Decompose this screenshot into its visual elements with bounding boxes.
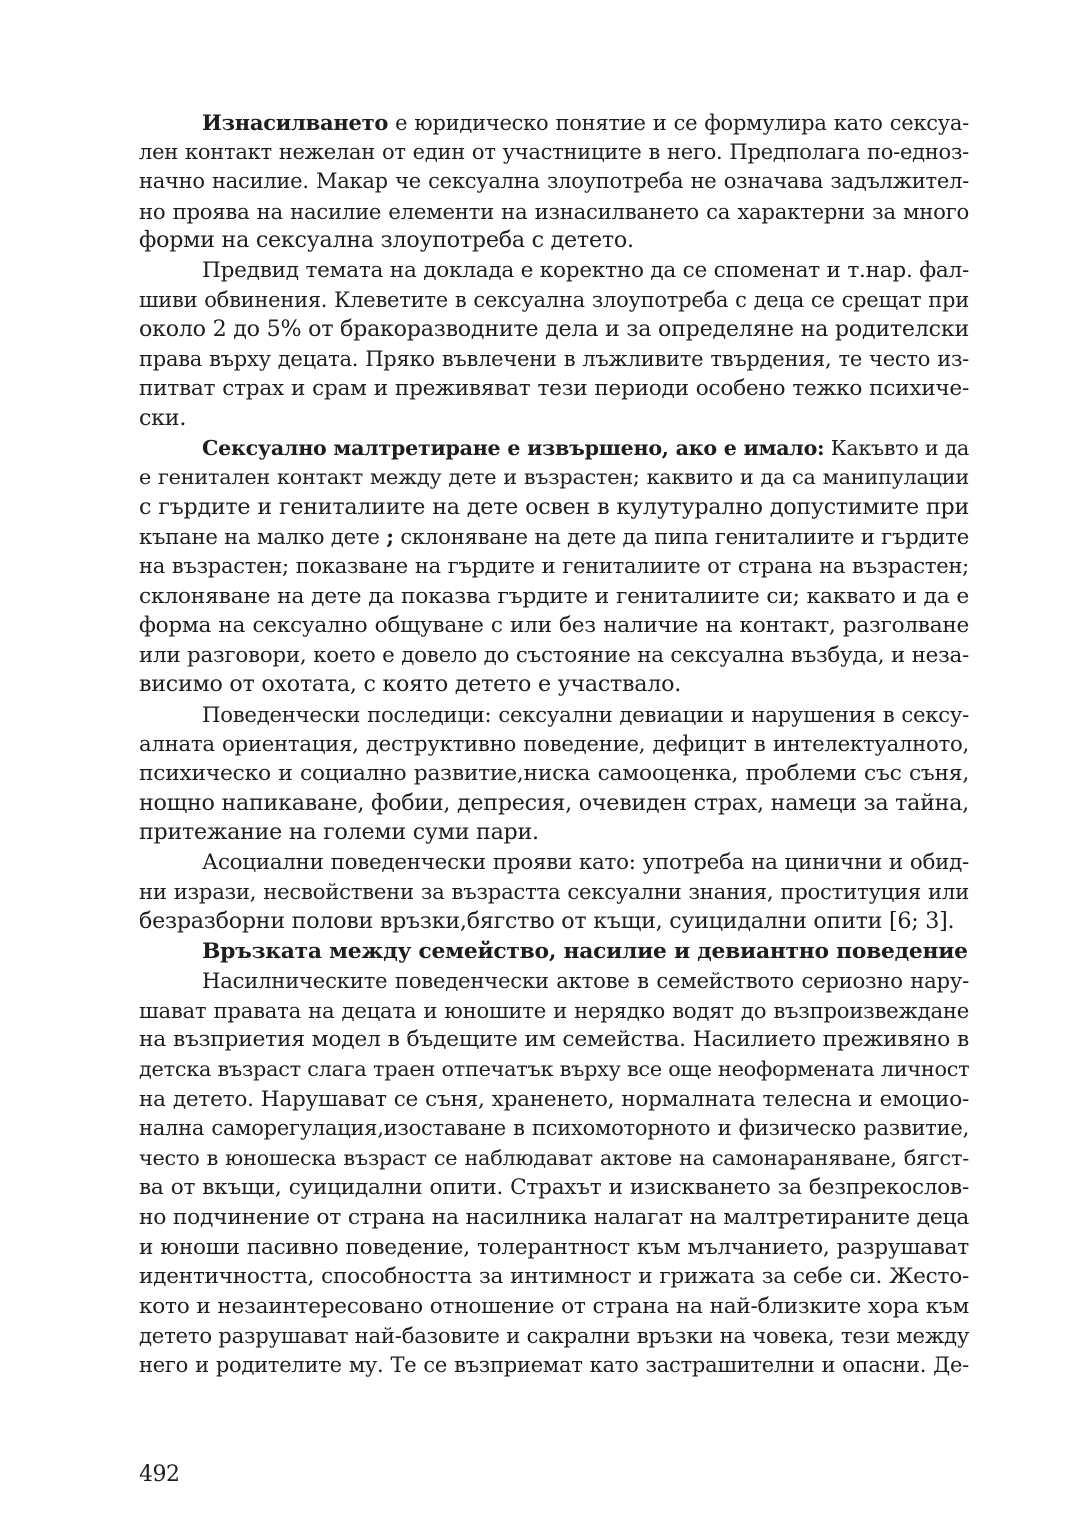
text-line: къпане на малко дете ; склоняване на дете да пипа гениталиите и гърдите (139, 524, 970, 550)
text-line: кото и незаинтересовано отношение от страна на най-близките хора към (139, 1293, 969, 1319)
text-line: на възприетия модел в бъдещите им семейства. Насилието преживяно в (139, 1027, 969, 1053)
text-line: на детето. Нарушават се съня, храненето, нормалната телесна и емоцио- (139, 1086, 969, 1112)
text-line: Насилническите поведенчески актове в семейството сериозно нару- (202, 968, 969, 994)
section-heading: Връзката между семейство, насилие и девиантно поведение (202, 938, 968, 964)
page-body (139, 108, 969, 1381)
text-line: Предвид темата на доклада е коректно да се споменат и т.нар. фал- (202, 257, 969, 283)
text-line: форми на сексуална злоупотреба с детето. (139, 227, 634, 254)
text-line: начно насилие. Макар че сексуална злоупотреба не означава задължител- (139, 169, 969, 194)
text-line: Сексуално малтретиране е извършено, ако е имало: Какъвто и да (202, 435, 970, 460)
text-line: склоняване на дете да показва гърдите и гениталиите си; каквато и да е (139, 583, 969, 609)
paragraph (139, 848, 969, 937)
text-line: ни изрази, несвойствени за възрастта сексуални знания, проституция или (139, 879, 969, 905)
text-line: ва от вкъщи, суицидални опити. Страхът и изискването за безпрекослов- (139, 1175, 969, 1201)
text-line: психическо и социално развитие,ниска самооценка, проблеми със съня, (139, 761, 969, 787)
text-line: или разговори, което е довело до състояние на сексуална възбуда, и неза- (139, 642, 969, 668)
text-line: лен контакт нежелан от един от участниците в него. Предполага по-еднoз- (139, 139, 969, 164)
paragraph (139, 700, 969, 848)
page-number: 492 (139, 1462, 180, 1487)
text-line: е генитален контакт между дете и възрастен; каквито и да са манипулации (139, 465, 969, 490)
paragraph (139, 108, 969, 256)
text-line: идентичността, способността за интимност и грижата за себе си. Жесто- (139, 1264, 969, 1290)
text-line: с гърдите и гениталиите на дете освен в кулутурално допустимите при (139, 493, 969, 520)
text-line: безразборни полови връзки,бягство от къщи, суицидални опити [6; 3]. (139, 908, 955, 935)
text-line: шават правата на децата и юношите и нерядко водят до възпроизвеждане (139, 997, 969, 1023)
paragraph (139, 966, 969, 1380)
text-line: но проява на насилие елементи на изнасилването са характерни за много (139, 198, 969, 224)
bold-semicolon: ; (386, 524, 394, 550)
text-line: детска възраст слага траен отпечатък върху все още неоформената личност (139, 1057, 970, 1081)
text-line: Изнасилването е юридическо понятие и се формулира като сексуа- (202, 110, 969, 135)
text-line: и юноши пасивно поведение, толерантност към мълчанието, разрушават (139, 1234, 969, 1260)
bold-term: Сексуално малтретиране е извършено, ако е имало: (202, 435, 825, 460)
text-line: Асоциални поведенчески прояви като: употреба на цинични и обид- (202, 849, 969, 875)
text-line: нална саморегулация,изоставане в психомоторното и физическо развитие, (139, 1116, 969, 1141)
text-line: ски. (139, 404, 187, 431)
text-line: Поведенчески последици: сексуални девиации и нарушения в сексу- (202, 701, 969, 727)
paragraph (139, 434, 969, 700)
bold-term: Изнасилването (202, 110, 389, 135)
text-line: него и родителите му. Те се възприемат като застрашителни и опасни. Де- (139, 1352, 969, 1377)
text-line: но подчинение от страна на насилника налагат на малтретираните деца (139, 1204, 969, 1230)
text-line: форма на сексуално общуване с или без наличие на контакт, разголване (139, 613, 969, 639)
text-line: често в юношеска възраст се наблюдават актове на самонараняване, бягст- (139, 1145, 969, 1170)
text-line: питват страх и срам и преживяват тези периоди особено тежко психиче- (139, 376, 969, 402)
text-line: права върху децата. Пряко въвлечени в лъжливите твърдения, те често из- (139, 346, 969, 371)
text-line: притежание на големи суми пари. (139, 819, 539, 846)
text-line: алната ориентация, деструктивно поведение, дефицит в интелектуалното, (139, 731, 969, 757)
section-heading-block (139, 937, 969, 967)
text-line: висимо от охотата, с която детето е участвало. (139, 671, 682, 698)
text-line: шиви обвинения. Клеветите в сексуална злоупотреба с деца се срещат при (139, 287, 969, 312)
text-line: детето разрушават най-базовите и сакрални връзки на човека, тези между (139, 1323, 970, 1349)
paragraph (139, 256, 969, 434)
text-line: на възрастен; показване на гърдите и гениталиите от страна на възрастен; (139, 553, 969, 578)
text-line: около 2 до 5% от бракоразводните дела и за определяне на родителски (139, 316, 969, 343)
text-line: нощно напикаване, фобии, депресия, очевиден страх, намеци за тайна, (139, 789, 969, 816)
